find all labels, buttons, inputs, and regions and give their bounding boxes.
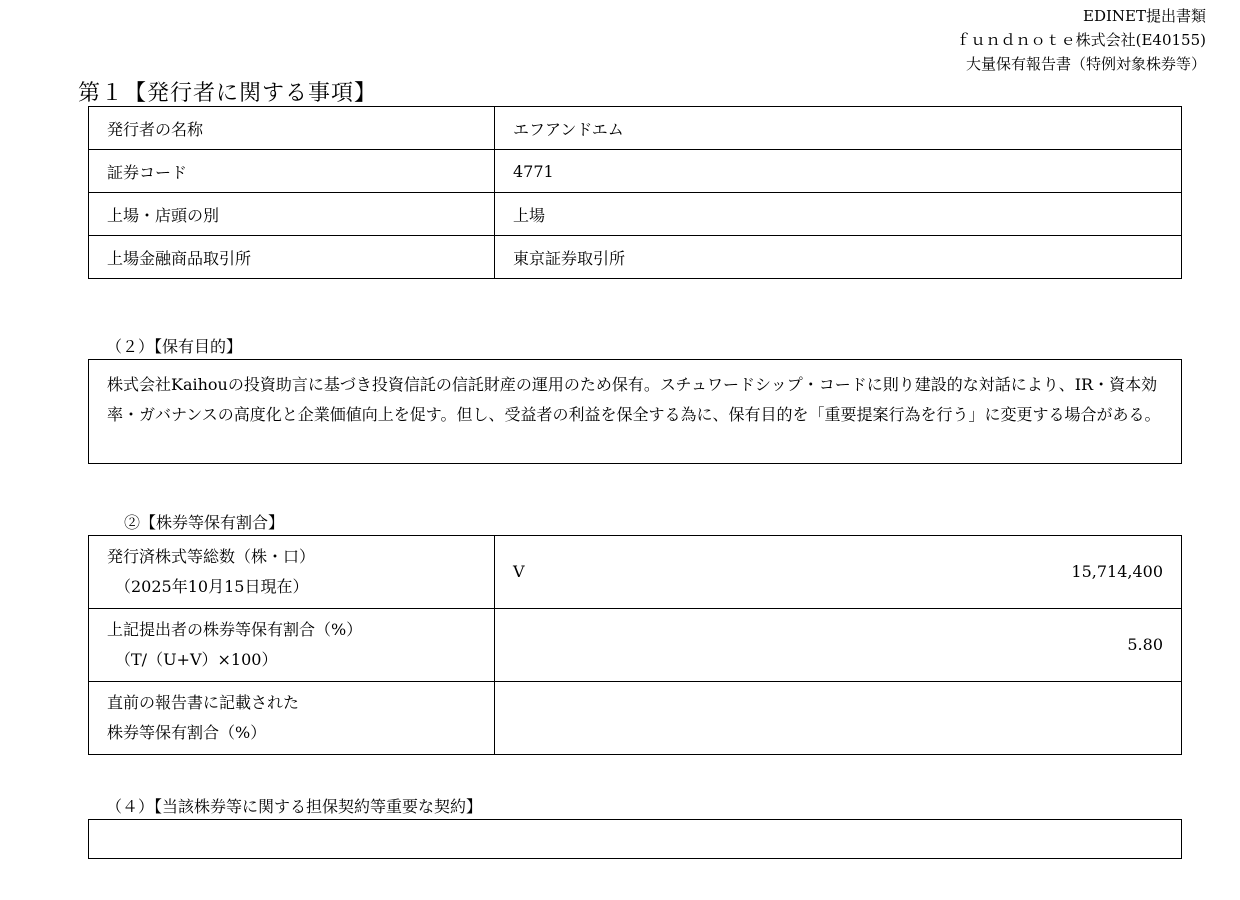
header-company: ｆｕｎｄｎｏｔｅ株式会社(E40155) [955,31,1206,49]
issuer-name-value: エフアンドエム [495,107,1182,150]
table-row [89,682,1182,755]
purpose-heading: （２）【保有目的】 [106,337,243,356]
purpose-text: 株式会社Kaihouの投資助言に基づき投資信託の信託財産の運用のため保有。スチュワードシップ・コードに則り建設的な対話により、IR・資本効率・ガバナンスの高度化と企業価値向上を促す。但し、受益者の利益を保全する為に、保有目的を「重要提案行為を行う」に変更する場合がある。 [88,359,1182,464]
security-code-label: 証券コード [89,150,495,193]
total-shares-value: 15,714,400 [1071,562,1163,581]
holding-ratio-heading: ②【株券等保有割合】 [124,513,285,532]
header-report-name: 大量保有報告書（特例対象株券等） [965,55,1206,73]
table-row [89,609,1182,682]
issuer-table [88,106,1182,279]
previous-ratio-value [495,682,1182,755]
holding-ratio-table [88,535,1182,755]
total-shares-label-line2: （2025年10月15日現在） [115,577,309,596]
issuer-name-label: 発行者の名称 [89,107,495,150]
total-shares-label-line1: 発行済株式等総数（株・口） [107,547,316,566]
previous-ratio-label [89,682,495,755]
table-row [89,236,1182,279]
section-title: 第１【発行者に関する事項】 [78,81,378,106]
holding-ratio-label-line2: （T/（U+V）×100） [115,650,278,669]
collateral-contract-heading: （４）【当該株券等に関する担保契約等重要な契約】 [106,797,483,816]
table-row [89,150,1182,193]
total-shares-cell [495,536,1182,609]
header-doc-type: EDINET提出書類 [1083,7,1206,25]
previous-ratio-label-line1: 直前の報告書に記載された [107,693,300,712]
exchange-value: 東京証券取引所 [495,236,1182,279]
exchange-label: 上場金融商品取引所 [89,236,495,279]
total-shares-label [89,536,495,609]
table-row [89,107,1182,150]
table-row [89,193,1182,236]
table-row [89,536,1182,609]
holding-ratio-value: 5.80 [495,609,1182,682]
collateral-contract-box [88,819,1182,859]
total-shares-symbol: V [513,562,525,581]
holding-ratio-label-line1: 上記提出者の株券等保有割合（%） [107,620,363,639]
security-code-value: 4771 [495,150,1182,193]
listing-type-label: 上場・店頭の別 [89,193,495,236]
previous-ratio-label-line2: 株券等保有割合（%） [107,723,267,742]
holding-ratio-label [89,609,495,682]
listing-type-value: 上場 [495,193,1182,236]
